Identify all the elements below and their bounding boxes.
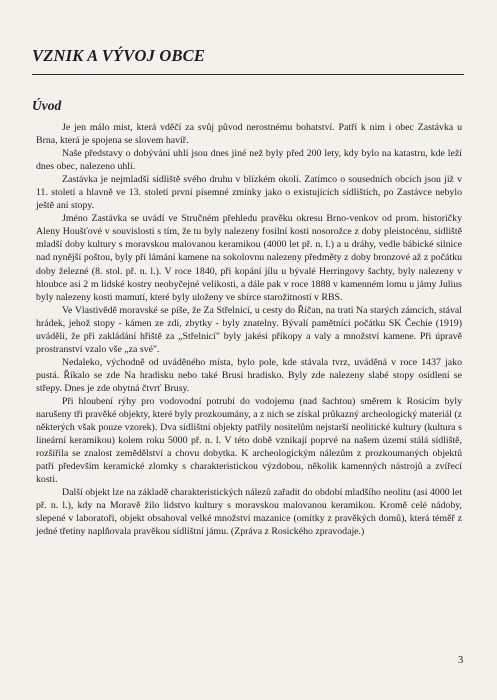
section-heading: Úvod xyxy=(32,98,62,113)
paragraph-7: Při hloubení rýhy pro vodovodní potrubí do vodojemu (nad šachtou) směrem k Rosicím byly narušeny tři pravěké objekty, které byly prozkoumány, a z nich se získal průkazný archeologický materiál (z některých však pouze vzorek). Dva sídlištní objekty patřily nositelům nejstarší neolitické kultury (kultura s lineární keramikou) kolem roku 5000 př. n. l. V této době vznikají poprvé na našem území stálá sídliště, rozšiřila se znalost zemědělství a chovu dobytka. K archeologickým nálezům z prozkoumaných objektů patří především keramické zlomky s charakteristickou výzdobou, několik kamenných nástrojů a zvířecí kosti. xyxy=(36,395,462,486)
body-text xyxy=(36,121,462,539)
paragraph-5: Ve Vlastivědě moravské se píše, že Za Střelnicí, u cesty do Říčan, na trati Na starých zámcích, stával hrádek, jehož stopy - kámen ze zdí, zbytky - byly znatelny. Bývalí pamětníci počátku SK Čechie (1919) uváděli, že při zakládání hřiště za „Střelnicí" byly jakési příkopy a valy a množství kamene. Při úpravě prostranství vzalo vše „za své". xyxy=(36,304,462,355)
paragraph-4: Jméno Zastávka se uvádí ve Stručném přehledu pravěku okresu Brno-venkov od prom. historičky Aleny Houšťové v souvislosti s tím, že tu byly nalezeny fosilní kosti nosorožce z doby pleistocénu, sídliště mladší doby kultury s moravskou malovanou keramikou (4000 let př. n. l.) a u dráhy, vedle bábické silnice nad nynější poštou, byly při lámání kamene na sokolovnu nalezeny předměty z doby bronzové až z počátku doby železné (8. stol. př. n. l.). V roce 1840, při kopání jílu u bývalé Herringovy šachty, byly nalezeny v hloubce asi 2 m lidské kostry neobyčejné velikosti, a dále pak v roce 1888 v kamenném lomu u jámy Julius byly nalezeny kosti mamutí, které byly uloženy ve sbírce starožitností v RBS. xyxy=(36,213,462,303)
paragraph-6: Nedaleko, východně od uváděného místa, bylo pole, kde stávala tvrz, uváděná v roce 1437 jako pustá. Říkalo se zde Na hradisku nebo také Brusí hradisko. Byly zde nalezeny slabé stopy osídlení se střepy. Dnes je zde obytná čtvrť Brusy. xyxy=(36,356,462,394)
paragraph-8: Další objekt lze na základě charakteristických nálezů zařadit do období mladšího neolitu (asi 4000 let př. n. l.), kdy na Moravě žilo lidstvo kultury s moravskou malovanou keramikou. Kromě celé nádoby, slepené v laboratoři, objekt obsahoval velké množství mazanice (omítky z pravěkých domů), která téměř z jedné třetiny naplňovala pravěkou sídlištní jámu. (Zpráva z Rosického zpravodaje.) xyxy=(36,487,462,538)
paragraph-3: Zastávka je nejmladší sídliště svého druhu v blízkém okolí. Zatímco o sousedních obcích jsou již v 11. století a hlavně ve 13. století první písemné zmínky jako o existujících sídlištích, po Zastávce nebylo ještě ani stopy. xyxy=(36,174,462,212)
title-underline xyxy=(32,74,464,75)
page-title: VZNIK A VÝVOJ OBCE xyxy=(32,46,206,65)
paragraph-1: Je jen málo míst, která vděčí za svůj původ nerostnému bohatství. Patří k nim i obec Zastávka u Brna, která je spojena se slovem havíř. xyxy=(36,122,462,147)
page-number: 3 xyxy=(458,655,464,666)
paragraph-2: Naše představy o dobývání uhlí jsou dnes jiné než byly před 200 lety, kdy bylo na katastru, kde leží dnes obec, nalezeno uhlí. xyxy=(36,148,462,173)
